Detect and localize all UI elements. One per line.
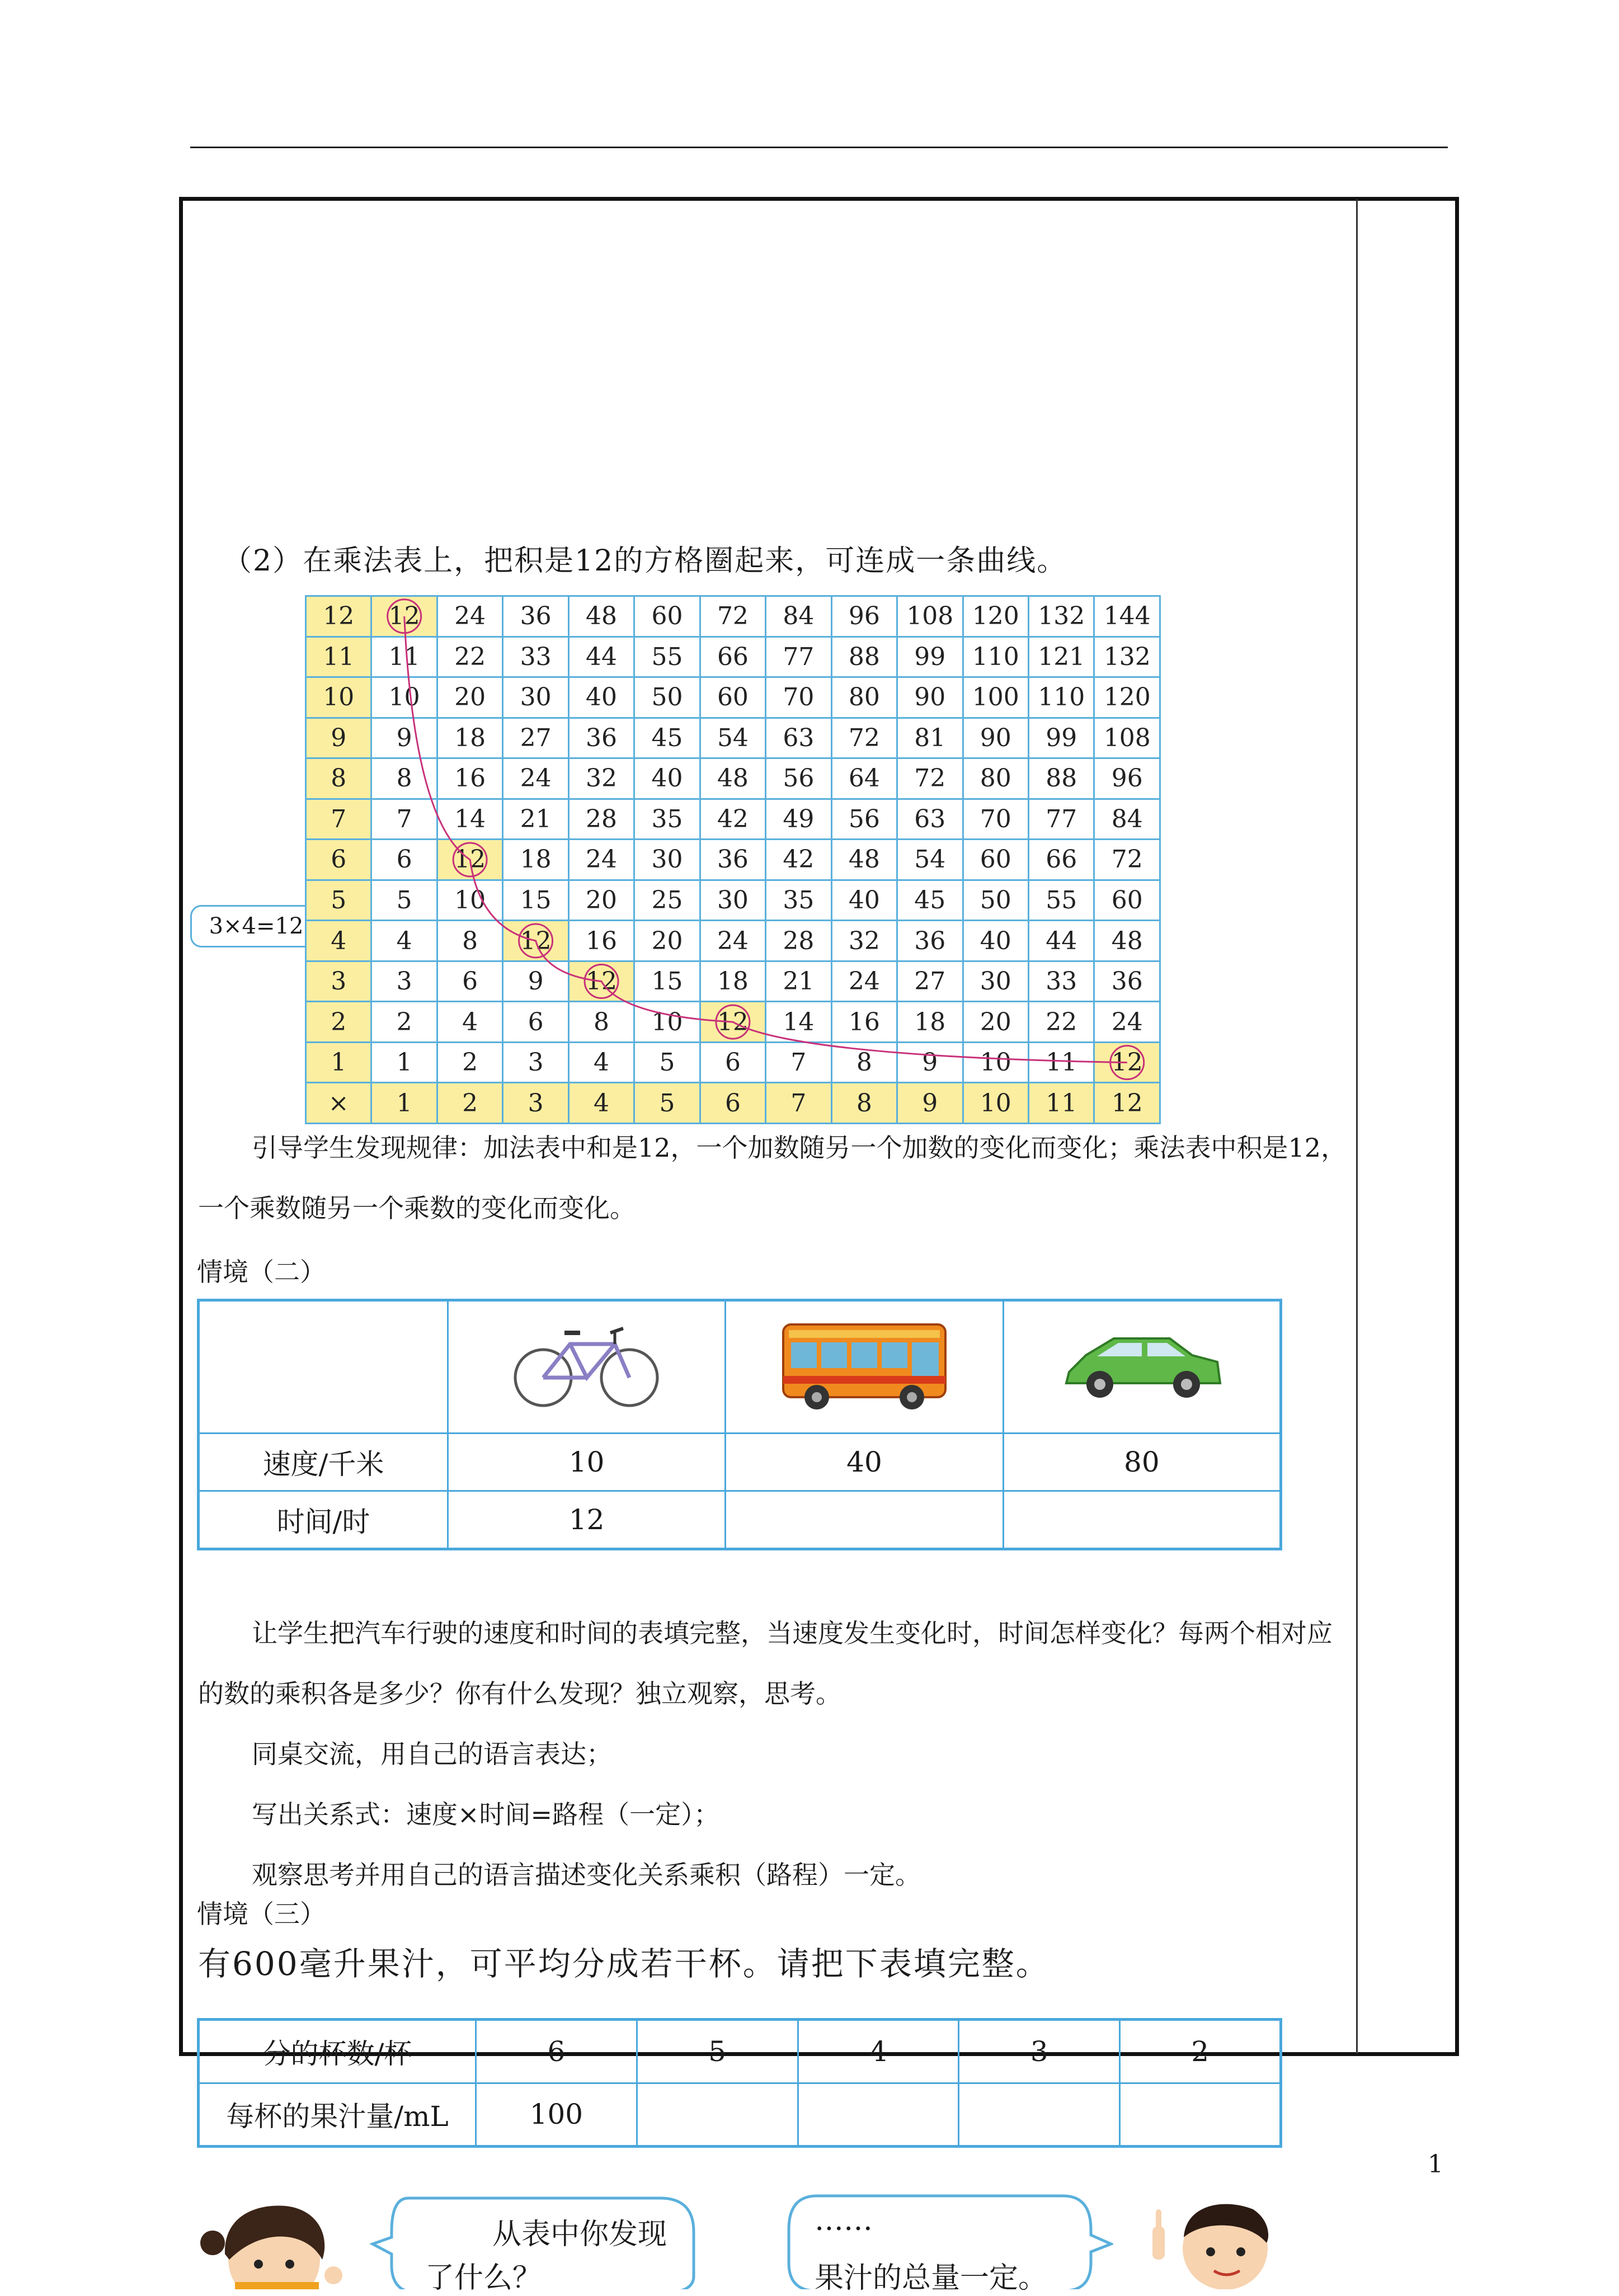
mult-table-cell: 50 bbox=[963, 880, 1028, 921]
mult-table-cell: 54 bbox=[897, 840, 963, 880]
mult-table-cell: 84 bbox=[766, 596, 831, 637]
mult-table-cell: 63 bbox=[766, 718, 831, 758]
mult-table-cell: 18 bbox=[437, 718, 502, 758]
mult-table-cell: 70 bbox=[766, 677, 831, 718]
mult-table-header-cell: 7 bbox=[766, 1083, 831, 1124]
bicycle-icon bbox=[509, 1316, 665, 1411]
mult-table-cell: 28 bbox=[568, 799, 634, 840]
mult-table-header-cell: 4 bbox=[568, 1083, 634, 1124]
speed-bicycle: 10 bbox=[448, 1434, 726, 1491]
mult-table-cell: 96 bbox=[1094, 758, 1160, 799]
mult-table-cell: 54 bbox=[700, 718, 765, 758]
mult-table-cell: 9 bbox=[897, 1042, 963, 1083]
mult-table-cell: 60 bbox=[963, 840, 1028, 880]
mult-table-cell: 30 bbox=[634, 840, 700, 880]
bubble-left-line1: 从表中你发现 bbox=[492, 2218, 667, 2251]
mult-table-product-12-cell: 12 bbox=[700, 1002, 765, 1043]
mult-table-cell: 35 bbox=[766, 880, 831, 921]
mult-table-row bbox=[306, 677, 1160, 718]
bus-icon bbox=[778, 1313, 951, 1414]
mult-table-product-12-cell: 12 bbox=[568, 961, 634, 1002]
mult-table-cell: 8 bbox=[371, 758, 437, 799]
mult-table-cell: 24 bbox=[568, 840, 634, 880]
mult-table-cell: 10 bbox=[963, 1042, 1028, 1083]
mult-table-product-12-cell: 12 bbox=[503, 921, 568, 961]
page-number: 1 bbox=[1428, 2150, 1443, 2179]
mult-table-cell: 99 bbox=[1028, 718, 1094, 758]
mult-table-cell: 132 bbox=[1028, 596, 1094, 637]
mult-table-cell: 11 bbox=[371, 637, 437, 677]
mult-table-cell: 16 bbox=[568, 921, 634, 961]
amount-label-cell: 每杯的果汁量/mL bbox=[199, 2083, 476, 2147]
mult-table-cell: 60 bbox=[634, 596, 700, 637]
mult-table-cell: 36 bbox=[568, 718, 634, 758]
speed-bus: 40 bbox=[726, 1434, 1003, 1491]
mult-table-cell: 5 bbox=[371, 880, 437, 921]
cups-value: 4 bbox=[798, 2020, 959, 2083]
mult-table-cell: 16 bbox=[831, 1002, 897, 1043]
mult-table-cell: 10 bbox=[437, 880, 502, 921]
mult-table-cell: 120 bbox=[1094, 677, 1160, 718]
bubble-left-line2: 了什么？ bbox=[425, 2261, 542, 2295]
mult-table-cell: 9 bbox=[371, 718, 437, 758]
mult-table-header-cell: 2 bbox=[306, 1002, 371, 1043]
mult-table-cell: 88 bbox=[1028, 758, 1094, 799]
mult-table-cell: 6 bbox=[437, 961, 502, 1002]
mult-table-header-cell: 9 bbox=[306, 718, 371, 758]
mult-table-cell: 63 bbox=[897, 799, 963, 840]
mult-table-cell: 5 bbox=[634, 1042, 700, 1083]
mult-table-cell: 40 bbox=[568, 677, 634, 718]
mult-table-cell: 72 bbox=[831, 718, 897, 758]
mult-table-cell: 45 bbox=[634, 718, 700, 758]
frame-column-divider bbox=[1356, 199, 1358, 2054]
mult-table-cell: 48 bbox=[1094, 921, 1160, 961]
mult-table-header-cell: 3 bbox=[503, 1083, 568, 1124]
mult-table-cell: 20 bbox=[437, 677, 502, 718]
mult-table-cell: 7 bbox=[371, 799, 437, 840]
mult-table-cell: 40 bbox=[634, 758, 700, 799]
mult-table-row bbox=[306, 1002, 1160, 1043]
time-car bbox=[1003, 1491, 1281, 1549]
mult-table-cell: 42 bbox=[700, 799, 765, 840]
mult-table-header-cell: 5 bbox=[306, 880, 371, 921]
mult-table-header-cell: 12 bbox=[306, 596, 371, 637]
speed-label-cell: 速度/千米 bbox=[199, 1434, 448, 1491]
mult-table-cell: 36 bbox=[700, 840, 765, 880]
mult-table-cell: 64 bbox=[831, 758, 897, 799]
mult-table-cell: 48 bbox=[700, 758, 765, 799]
mult-table-cell: 1 bbox=[371, 1042, 437, 1083]
mult-table-cell: 50 bbox=[634, 677, 700, 718]
mult-table-cell: 88 bbox=[831, 637, 897, 677]
mult-table-row bbox=[306, 840, 1160, 880]
speed-car: 80 bbox=[1003, 1434, 1281, 1491]
mult-table-cell: 100 bbox=[963, 677, 1028, 718]
mult-table-cell: 15 bbox=[503, 880, 568, 921]
mult-table-cell: 10 bbox=[371, 677, 437, 718]
mult-table-cell: 24 bbox=[700, 921, 765, 961]
mult-table-cell: 28 bbox=[766, 921, 831, 961]
mult-table-cell: 66 bbox=[1028, 840, 1094, 880]
mult-table-cell: 99 bbox=[897, 637, 963, 677]
mult-table-header-cell: 8 bbox=[831, 1083, 897, 1124]
mult-table-cell: 14 bbox=[766, 1002, 831, 1043]
girl-character-icon bbox=[196, 2198, 352, 2289]
mult-table-cell: 20 bbox=[634, 921, 700, 961]
mult-table-cell: 36 bbox=[897, 921, 963, 961]
mult-table-header-cell: 11 bbox=[306, 637, 371, 677]
paragraph-rule: 引导学生发现规律：加法表中和是12，一个加数随另一个加数的变化而变化；乘法表中积是12，一个乘数随另一个乘数的变化而变化。 bbox=[198, 1133, 1347, 1223]
paragraph-line: 让学生把汽车行驶的速度和时间的表填完整，当速度发生变化时，时间怎样变化？每两个相对应的数的乘积各是多少？你有什么发现？独立观察，思考。 bbox=[198, 1618, 1333, 1709]
mult-table-header-cell: 2 bbox=[437, 1083, 502, 1124]
section-title: （2）在乘法表上，把积是12的方格圈起来，可连成一条曲线。 bbox=[223, 544, 1067, 578]
mult-table-header-cell: 10 bbox=[306, 677, 371, 718]
cups-value: 2 bbox=[1120, 2020, 1281, 2083]
header-rule bbox=[190, 147, 1448, 148]
amount-value bbox=[637, 2083, 798, 2147]
mult-table-cell: 35 bbox=[634, 799, 700, 840]
mult-table-row bbox=[306, 718, 1160, 758]
mult-table-cell: 72 bbox=[897, 758, 963, 799]
boy-character-icon bbox=[1141, 2187, 1287, 2289]
mult-table-product-12-cell: 12 bbox=[437, 840, 502, 880]
mult-table-cell: 20 bbox=[568, 880, 634, 921]
mult-table-row bbox=[306, 1042, 1160, 1083]
mult-table-cell: 33 bbox=[1028, 961, 1094, 1002]
mult-table-cell: 2 bbox=[437, 1042, 502, 1083]
mult-table-cell: 21 bbox=[766, 961, 831, 1002]
mult-table-header-cell: 4 bbox=[306, 921, 371, 961]
paragraph-group-2 bbox=[198, 1603, 1350, 1905]
mult-table-cell: 81 bbox=[897, 718, 963, 758]
mult-table-row bbox=[306, 961, 1160, 1002]
mult-table-cell: 90 bbox=[897, 677, 963, 718]
mult-table-cell: 56 bbox=[831, 799, 897, 840]
amount-value: 100 bbox=[476, 2083, 637, 2147]
mult-table-cell: 11 bbox=[1028, 1042, 1094, 1083]
mult-table-cell: 72 bbox=[700, 596, 765, 637]
mult-table-cell: 8 bbox=[437, 921, 502, 961]
mult-table-cell: 48 bbox=[568, 596, 634, 637]
mult-table-cell: 10 bbox=[634, 1002, 700, 1043]
amount-value bbox=[798, 2083, 959, 2147]
mult-table-cell: 60 bbox=[1094, 880, 1160, 921]
mult-table-cell: 40 bbox=[963, 921, 1028, 961]
mult-table-cell: 4 bbox=[568, 1042, 634, 1083]
mult-table-row bbox=[306, 596, 1160, 637]
mult-table-header-cell: 6 bbox=[700, 1083, 765, 1124]
amount-value bbox=[959, 2083, 1120, 2147]
multiplication-table bbox=[305, 595, 1161, 1124]
mult-table-cell: 7 bbox=[766, 1042, 831, 1083]
bubble-right-line1: …… bbox=[815, 2204, 873, 2237]
mult-table-cell: 30 bbox=[700, 880, 765, 921]
mult-table-cell: 108 bbox=[1094, 718, 1160, 758]
mult-table-cell: 44 bbox=[568, 637, 634, 677]
juice-table bbox=[197, 2018, 1282, 2148]
mult-table-cell: 4 bbox=[437, 1002, 502, 1043]
mult-table-row bbox=[306, 799, 1160, 840]
mult-table-cell: 18 bbox=[700, 961, 765, 1002]
mult-table-header-cell: 7 bbox=[306, 799, 371, 840]
mult-table-cell: 21 bbox=[503, 799, 568, 840]
mult-table-cell: 48 bbox=[831, 840, 897, 880]
mult-table-header-cell: 1 bbox=[306, 1042, 371, 1083]
mult-table-cell: 110 bbox=[1028, 677, 1094, 718]
time-bus bbox=[726, 1491, 1003, 1549]
mult-table-cell: 77 bbox=[1028, 799, 1094, 840]
mult-table-cell: 33 bbox=[503, 637, 568, 677]
mult-table-product-12-cell: 12 bbox=[1094, 1042, 1160, 1083]
mult-table-cell: 121 bbox=[1028, 637, 1094, 677]
car-cell bbox=[1003, 1300, 1281, 1434]
mult-table-cell: 132 bbox=[1094, 637, 1160, 677]
mult-table-cell: 42 bbox=[766, 840, 831, 880]
mult-table-row bbox=[306, 758, 1160, 799]
cups-label-cell: 分的杯数/杯 bbox=[199, 2020, 476, 2083]
car-icon bbox=[1058, 1322, 1226, 1406]
mult-table-cell: 144 bbox=[1094, 596, 1160, 637]
mult-table-cell: 55 bbox=[634, 637, 700, 677]
mult-table-cell: 40 bbox=[831, 880, 897, 921]
mult-table-cell: 27 bbox=[503, 718, 568, 758]
mult-table-cell: 3 bbox=[371, 961, 437, 1002]
mult-table-cell: 30 bbox=[503, 677, 568, 718]
mult-table-cell: 36 bbox=[503, 596, 568, 637]
mult-table-cell: 22 bbox=[1028, 1002, 1094, 1043]
mult-table-cell: 45 bbox=[897, 880, 963, 921]
time-label-cell: 时间/时 bbox=[199, 1491, 448, 1549]
mult-table-cell: 120 bbox=[963, 596, 1028, 637]
mult-table-cell: 96 bbox=[831, 596, 897, 637]
cups-value: 6 bbox=[476, 2020, 637, 2083]
mult-table-cell: 6 bbox=[503, 1002, 568, 1043]
mult-table-cell: 24 bbox=[437, 596, 502, 637]
mult-table-row bbox=[306, 880, 1160, 921]
paragraph-line: 观察思考并用自己的语言描述变化关系乘积（路程）一定。 bbox=[252, 1860, 921, 1890]
mult-table-cell: 84 bbox=[1094, 799, 1160, 840]
mult-table-cell: 32 bbox=[831, 921, 897, 961]
bubble-right-line2: 果汁的总量一定。 bbox=[815, 2261, 1048, 2295]
cups-value: 5 bbox=[637, 2020, 798, 2083]
mult-table-cell: 22 bbox=[437, 637, 502, 677]
mult-table-cell: 80 bbox=[831, 677, 897, 718]
situation-3-title: 情境（三） bbox=[197, 1899, 326, 1929]
mult-table-cell: 55 bbox=[1028, 880, 1094, 921]
mult-table-cell: 14 bbox=[437, 799, 502, 840]
cups-value: 3 bbox=[959, 2020, 1120, 2083]
situation-2-title: 情境（二） bbox=[197, 1257, 326, 1287]
mult-table-cell: 49 bbox=[766, 799, 831, 840]
amount-value bbox=[1120, 2083, 1281, 2147]
mult-table-header-cell: 8 bbox=[306, 758, 371, 799]
mult-table-header-cell: 3 bbox=[306, 961, 371, 1002]
mult-table-cell: 8 bbox=[831, 1042, 897, 1083]
juice-problem-title: 有600毫升果汁，可平均分成若干杯。请把下表填完整。 bbox=[198, 1945, 1050, 1983]
mult-table-cell: 110 bbox=[963, 637, 1028, 677]
mult-table-cell: 72 bbox=[1094, 840, 1160, 880]
mult-table-cell: 3 bbox=[503, 1042, 568, 1083]
mult-table-cell: 90 bbox=[963, 718, 1028, 758]
mult-table-header-cell: 9 bbox=[897, 1083, 963, 1124]
mult-table-cell: 9 bbox=[503, 961, 568, 1002]
paragraph-line: 同桌交流，用自己的语言表达； bbox=[252, 1739, 612, 1769]
mult-table-cell: 18 bbox=[503, 840, 568, 880]
mult-table-cell: 32 bbox=[568, 758, 634, 799]
mult-table-cell: 56 bbox=[766, 758, 831, 799]
bus-cell bbox=[726, 1300, 1003, 1434]
speed-time-table bbox=[197, 1299, 1282, 1550]
mult-table-cell: 24 bbox=[1094, 1002, 1160, 1043]
mult-table-header-cell: 6 bbox=[306, 840, 371, 880]
mult-table-cell: 18 bbox=[897, 1002, 963, 1043]
mult-table-cell: 15 bbox=[634, 961, 700, 1002]
mult-table-cell: 4 bbox=[371, 921, 437, 961]
mult-table-cell: 36 bbox=[1094, 961, 1160, 1002]
mult-table-cell: 16 bbox=[437, 758, 502, 799]
mult-table-cell: 60 bbox=[700, 677, 765, 718]
time-bicycle: 12 bbox=[448, 1491, 726, 1549]
mult-table-row bbox=[306, 637, 1160, 677]
mult-table-cell: 24 bbox=[503, 758, 568, 799]
mult-table-cell: 44 bbox=[1028, 921, 1094, 961]
mult-table-header-cell: 11 bbox=[1028, 1083, 1094, 1124]
blank-corner-cell bbox=[199, 1300, 448, 1434]
mult-table-cell: 77 bbox=[766, 637, 831, 677]
mult-table-header-cell: × bbox=[306, 1083, 371, 1124]
mult-table-cell: 8 bbox=[568, 1002, 634, 1043]
mult-table-header-cell: 12 bbox=[1094, 1083, 1160, 1124]
mult-table-cell: 6 bbox=[371, 840, 437, 880]
equation-callout: 3×4=12 bbox=[190, 905, 322, 947]
mult-table-cell: 108 bbox=[897, 596, 963, 637]
mult-table-cell: 20 bbox=[963, 1002, 1028, 1043]
mult-table-row bbox=[306, 921, 1160, 961]
mult-table-header-cell: 10 bbox=[963, 1083, 1028, 1124]
mult-table-cell: 80 bbox=[963, 758, 1028, 799]
mult-table-cell: 70 bbox=[963, 799, 1028, 840]
mult-table-cell: 27 bbox=[897, 961, 963, 1002]
mult-table-cell: 25 bbox=[634, 880, 700, 921]
mult-table-cell: 66 bbox=[700, 637, 765, 677]
mult-table-header-cell: 1 bbox=[371, 1083, 437, 1124]
mult-table-cell: 30 bbox=[963, 961, 1028, 1002]
mult-table-product-12-cell: 12 bbox=[371, 596, 437, 637]
bicycle-cell bbox=[448, 1300, 726, 1434]
mult-table-header-cell: 5 bbox=[634, 1083, 700, 1124]
mult-table-cell: 24 bbox=[831, 961, 897, 1002]
mult-table-cell: 2 bbox=[371, 1002, 437, 1043]
paragraph-line: 写出关系式：速度×时间=路程（一定）； bbox=[252, 1799, 720, 1830]
mult-table-cell: 6 bbox=[700, 1042, 765, 1083]
